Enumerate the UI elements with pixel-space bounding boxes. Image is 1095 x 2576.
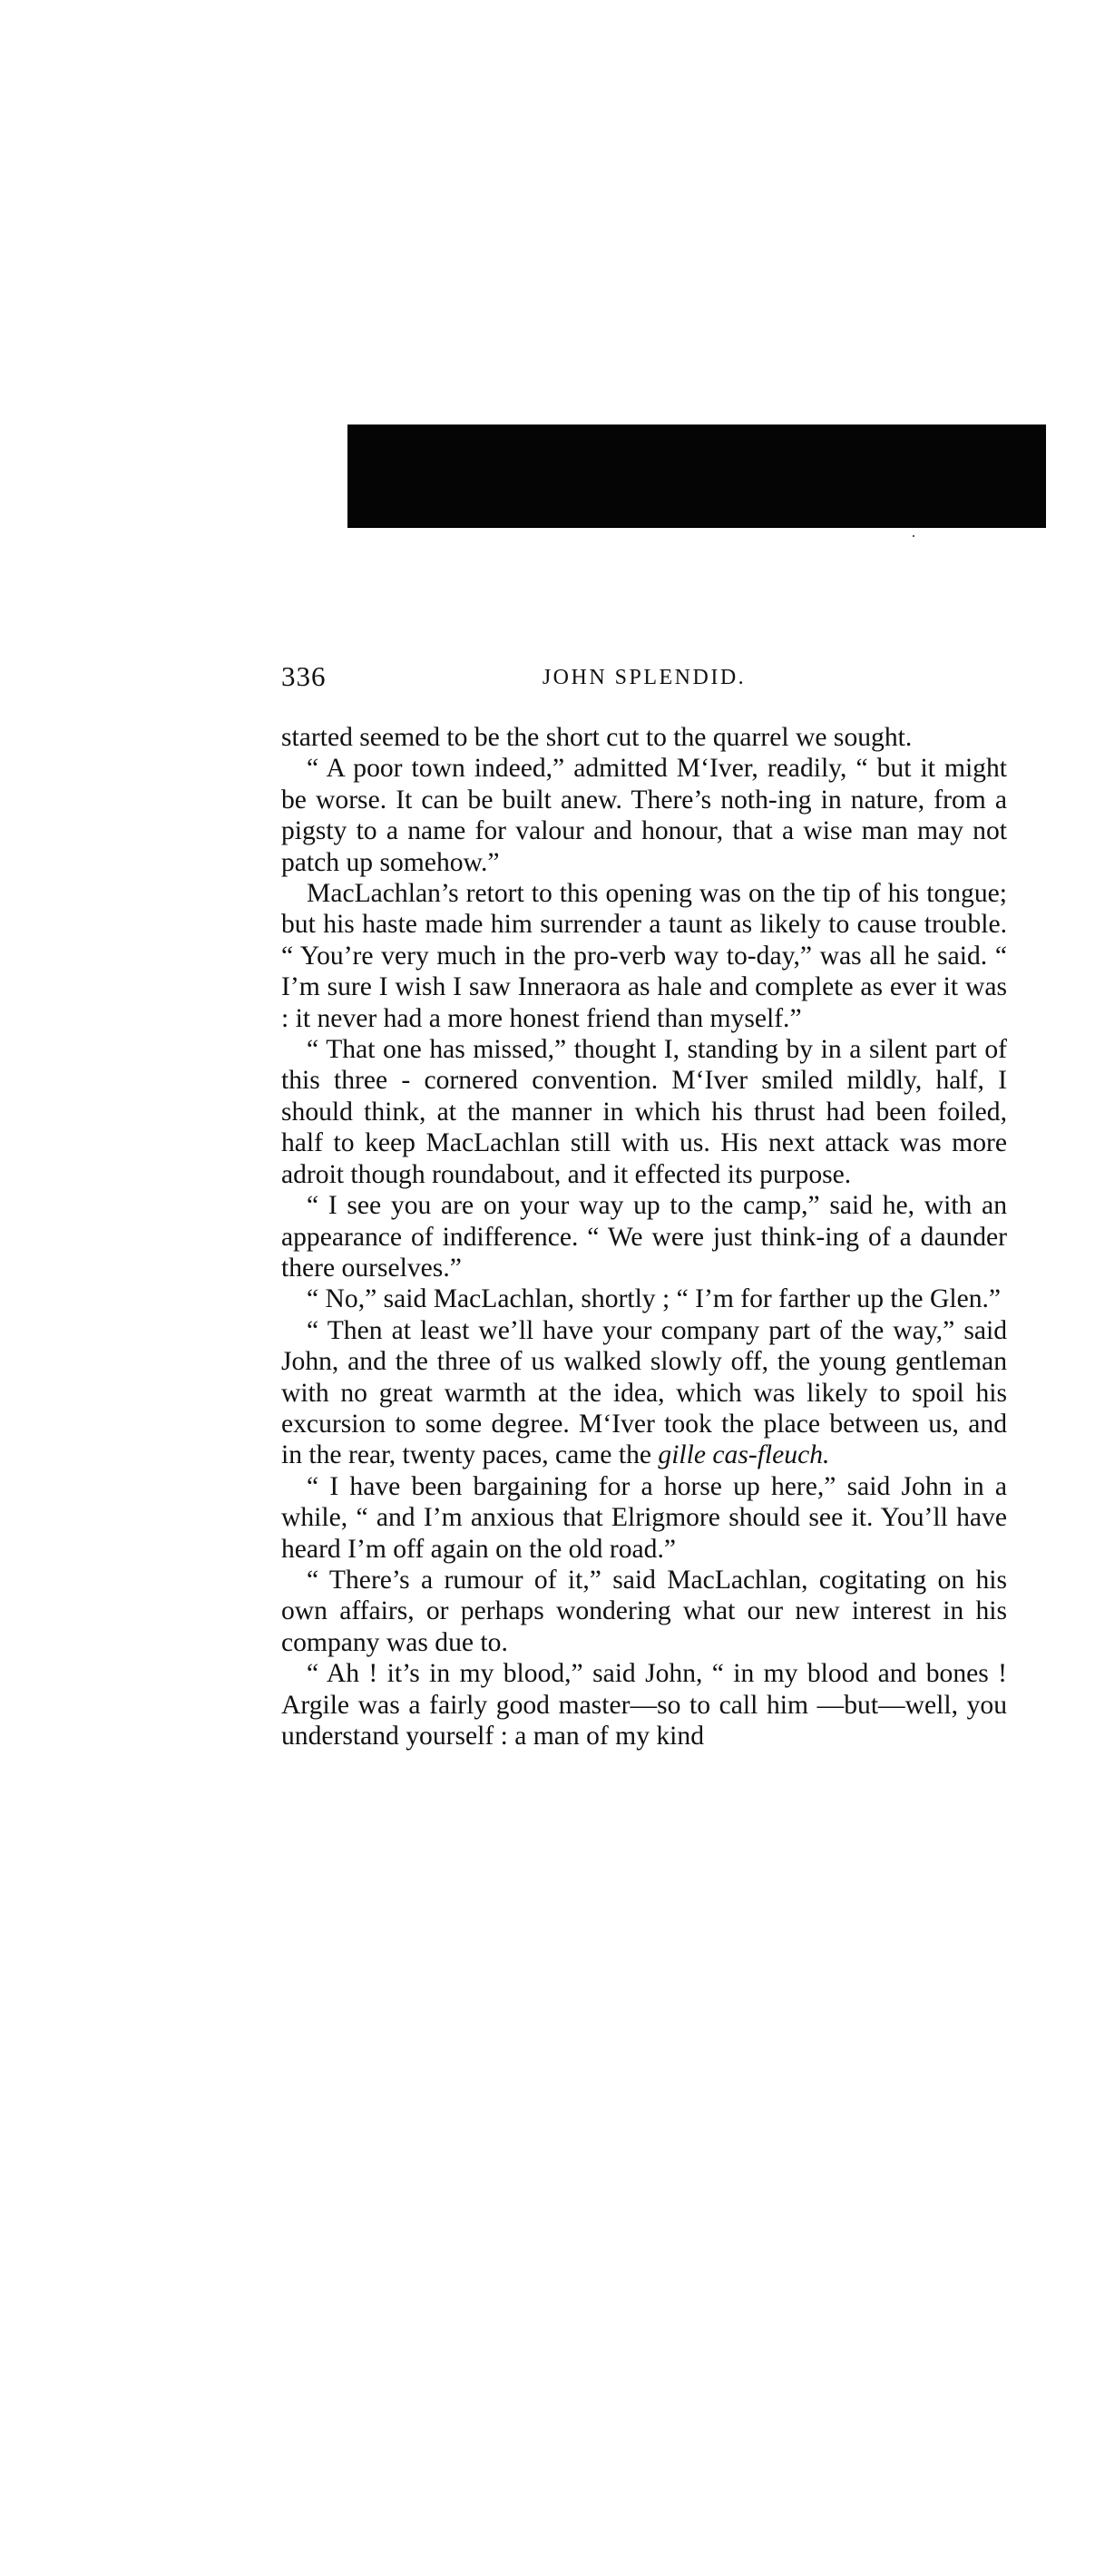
running-title: JOHN SPLENDID. — [542, 666, 747, 689]
paragraph: “ That one has missed,” thought I, standing by in a silent part of this three - cornered convention. M‘Iver smiled mildly, half, I should think, at the manner in which his thrust had been foiled, half to keep MacLachlan still with us. His next attack was more adroit though roundabout, and it effected its purpose. — [281, 1035, 1007, 1189]
paragraph: “ No,” said MacLachlan, shortly ; “ I’m for farther up the Glen.” — [307, 1284, 1002, 1314]
paragraph-text: “ Then at least we’ll have your company part of the way,” said John, and the three of us walked slowly off, the young gentleman with no great warmth at the idea, which was likely to spoil his excursion to some degree. M‘Iver took the place between us, and in the rear, twenty paces, came the — [281, 1315, 1007, 1470]
paragraph: MacLachlan’s retort to this opening was on the tip of his tongue; but his haste made him surrender a taunt as likely to cause trouble. “ You’re very much in the pro-verb way to-day,” was all he said. “ I’m sure I wish I saw Inneraora as hale and complete as ever it was : it never had a more honest friend than myself.” — [281, 879, 1007, 1033]
redaction-bar — [347, 424, 1046, 528]
paragraph: “ Ah ! it’s in my blood,” said John, “ in my blood and bones ! Argile was a fairly good master—so to call him —but—well, you understand yourself : a man of my kind — [281, 1659, 1007, 1751]
page-header — [281, 660, 1007, 697]
italic-phrase: gille cas-fleuch. — [658, 1440, 830, 1470]
paragraph — [281, 1315, 1007, 1471]
paragraph: “ There’s a rumour of it,” said MacLachlan, cogitating on his own affairs, or perhaps wondering what our new interest in his company was due to. — [281, 1565, 1007, 1657]
paragraph: “ I have been bargaining for a horse up here,” said John in a while, “ and I’m anxious that Elrigmore should see it. You’ll have heard I’m off again on the old road.” — [281, 1471, 1007, 1564]
page-number: 336 — [281, 660, 327, 692]
paragraph: “ I see you are on your way up to the camp,” said he, with an appearance of indifference. “ We were just think-ing of a daunder there ourselves.” — [281, 1191, 1007, 1283]
paragraph: started seemed to be the short cut to the quarrel we sought. — [281, 723, 913, 752]
paragraph: “ A poor town indeed,” admitted M‘Iver, readily, “ but it might be worse. It can be built anew. There’s noth-ing in nature, from a pigsty to a name for valour and honour, that a wise man may not patch up somehow.” — [281, 754, 1007, 877]
body-text — [281, 722, 1007, 1751]
scan-speck — [913, 535, 914, 537]
